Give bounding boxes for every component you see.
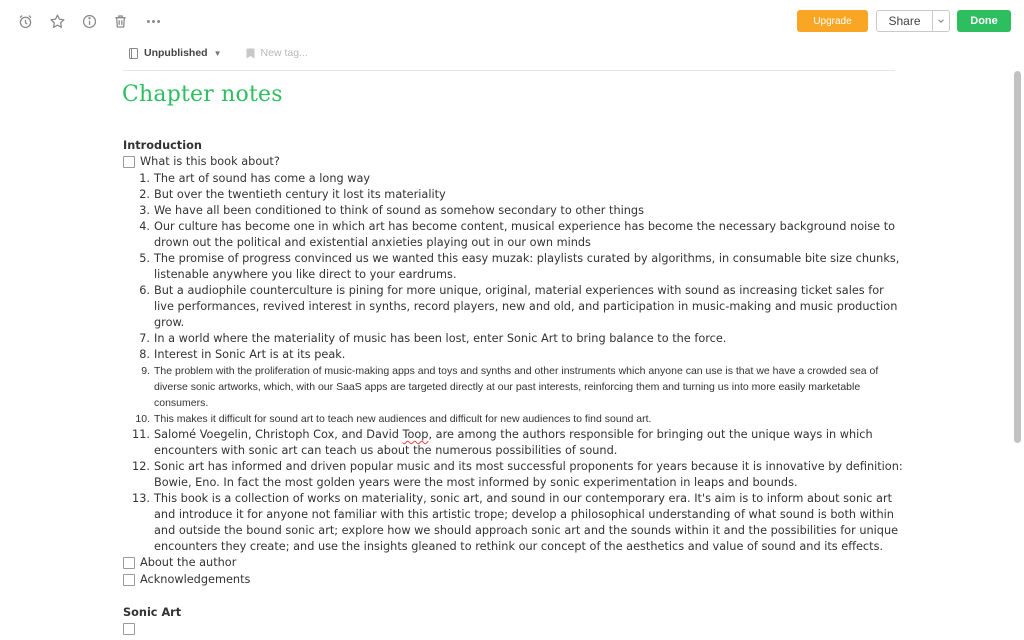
done-button[interactable]: Done [957,10,1011,32]
checkbox[interactable] [123,574,135,586]
checklist-item [123,555,903,572]
section-heading-sonic-art: Sonic Art [123,606,182,619]
checkbox[interactable] [123,156,135,168]
list-item: 1. The art of sound has come a long way [139,172,371,185]
notebook-icon [129,48,138,59]
spacer [123,589,903,605]
list-item: 10. This makes it difficult for sound art to teach new audiences and difficult for new audiences to find sound art. [135,413,652,425]
list-item: 12. Sonic art has informed and driven popular music and its most successful proponents for years because it is innovative by definition: Bowie, Eno. In fact the most golden years were the most informed by sonic experimentation in leaps and bounds. [132,460,903,489]
list-item: 9. The problem with the proliferation of music-making apps and toys and synths and other instruments which anyone can use is that we have a crowded sea of diverse sonic artworks, which, with our SaaS apps are targeted directly at our past interests, reinforcing them and turning us into more easily marketable consumers. [141,365,879,409]
chevron-down-icon: ▼ [213,48,222,58]
upgrade-button[interactable]: Upgrade [797,10,868,32]
list-item: 7. In a world where the materiality of music has been lost, enter Sonic Art to bring balance to the force. [139,332,727,345]
scrollbar[interactable] [1014,71,1021,443]
checklist-item [123,572,903,589]
toolbar [0,0,1024,42]
header-divider [123,70,895,71]
list-item: 3. We have all been conditioned to think of sound as somehow secondary to other things [139,204,644,217]
new-tag-input[interactable] [246,47,308,59]
list-item: 6. But a audiophile counterculture is pining for more unique, original, material experiences with sound as increasing ticket sales for live performances, revived interest in synths, record players, new and old, and participation in music-making and music production grow. [139,284,898,329]
checkbox[interactable] [123,623,135,635]
alarm-clock-icon[interactable] [15,11,35,31]
share-button[interactable]: Share [876,10,933,32]
share-options-button[interactable] [932,10,950,32]
list-item: 5. The promise of progress convinced us we wanted this easy muzak: playlists curated by algorithms, in consumable bite size chunks, listenable anywhere you like direct to your eardrums. [139,252,900,281]
list-item: 11. Salomé Voegelin, Christoph Cox, and David Toop, are among the authors responsible for bringing out the unique ways in which encounters with sonic art can teach us about the numerous possibilities of sound. [132,428,873,457]
spellcheck-word: Toop [402,428,429,441]
list-item: 2. But over the twentieth century it lost its materiality [139,188,446,201]
section-heading-introduction: Introduction [123,139,202,152]
note-body[interactable] [123,138,903,638]
new-tag-placeholder: New tag... [260,47,308,59]
checklist-item [123,621,903,638]
chevron-down-icon [937,17,945,25]
notebook-name: Unpublished [144,47,208,59]
list-item: 8. Interest in Sonic Art is at its peak. [139,348,346,361]
info-icon[interactable] [79,11,99,31]
notebook-selector[interactable] [129,47,222,59]
note-meta-row [129,45,308,61]
list-item: 13. This book is a collection of works on materiality, sonic art, and sound in our contemporary era. It's aim is to inform about sonic art and introduce it for anyone not familiar with this artistic trope; develop a philosophical understanding of what sound is both within and outside the bound sonic art; explore how we should approach sonic art and the sounds within it and the possibilities for unique encounters they create; and use the insights gleaned to rethink our concept of the aesthetics and value of sound and its effects. [132,492,899,553]
note-title[interactable]: Chapter notes [122,82,283,107]
checklist-item [123,154,903,171]
numbered-list [123,171,903,555]
tag-icon [246,48,255,59]
checklist-item-label: What is this book about? [140,155,280,168]
checkbox[interactable] [123,557,135,569]
star-icon[interactable] [47,11,67,31]
checklist-item-label: About the author [140,556,237,569]
more-icon[interactable] [143,11,163,31]
trash-icon[interactable] [110,11,130,31]
checklist-item-label: Acknowledgements [140,573,251,586]
list-item: 4. Our culture has become one in which art has become content, musical experience has become the necessary background noise to drown out the political and existential anxieties playing out in our own minds [139,220,896,249]
